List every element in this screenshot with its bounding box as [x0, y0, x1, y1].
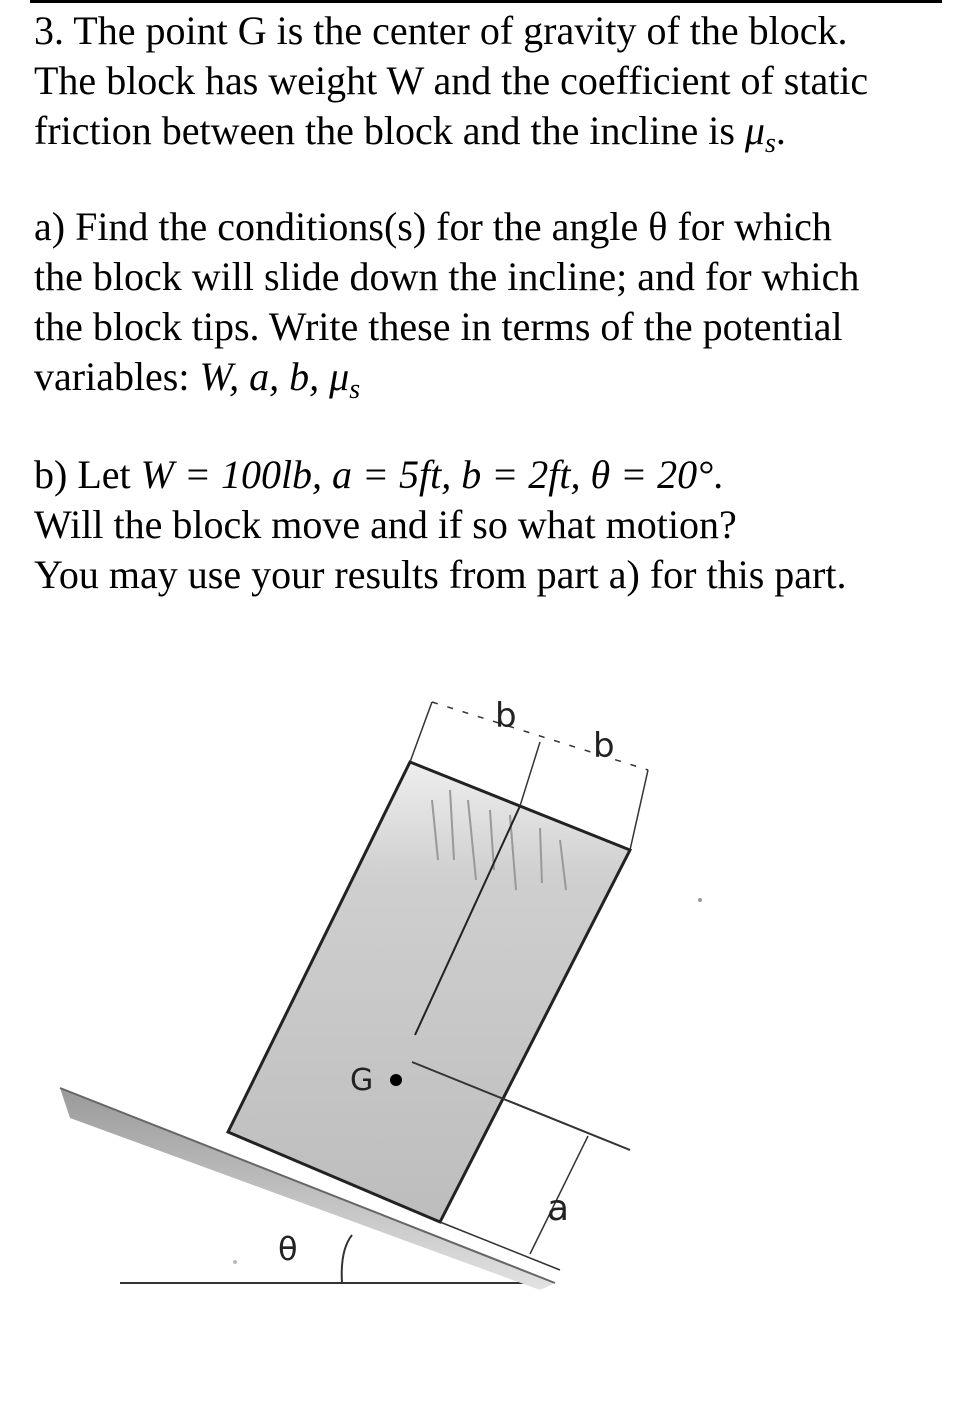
intro-line-1: 3. The point G is the center of gravity of the block.: [34, 8, 848, 53]
intro-period: .: [775, 108, 786, 153]
problem-intro: [34, 6, 934, 161]
part-a-variables: W, a, b, μ: [199, 354, 350, 399]
mu-subscript: s: [764, 128, 776, 159]
part-a: [34, 202, 934, 407]
mu-symbol: μ: [744, 108, 765, 153]
label-b-right: b: [593, 726, 615, 766]
center-of-gravity-point: [390, 1074, 402, 1086]
part-a-line-4: [34, 352, 934, 407]
part-a-variables-label: variables:: [34, 354, 200, 399]
top-rule: [30, 0, 942, 3]
label-b-left: b: [495, 696, 517, 736]
part-a-line-2: the block will slide down the incline; and for which: [34, 254, 860, 299]
part-a-line-1: a) Find the conditions(s) for the angle θ for which: [34, 204, 832, 249]
part-b-let: b) Let: [34, 452, 141, 497]
part-b-values: W = 100lb, a = 5ft, b = 2ft, θ = 20°: [140, 452, 714, 497]
intro-line-3-text: friction between the block and the incline is: [34, 108, 745, 153]
intro-line-2: The block has weight W and the coefficient of static: [34, 58, 869, 103]
part-b-period: .: [713, 452, 724, 497]
part-b: [34, 450, 934, 600]
part-a-line-3: the block tips. Write these in terms of the potential: [34, 304, 843, 349]
dim-b-right-extension: [630, 770, 648, 850]
part-b-line-3: You may use your results from part a) for this part.: [34, 552, 847, 597]
dim-b-center-extension: [520, 742, 540, 806]
speck: [698, 898, 702, 902]
speck: [233, 1260, 237, 1264]
block-on-incline-figure: [40, 650, 940, 1370]
part-b-line-2: Will the block move and if so what motion?: [34, 502, 737, 547]
dim-b-left-extension: [410, 702, 432, 762]
part-b-line-1: [34, 450, 934, 500]
block: [228, 762, 630, 1222]
label-g: G: [350, 1063, 374, 1098]
theta-arc: [342, 1235, 352, 1283]
part-a-mu-subscript: s: [349, 374, 361, 405]
intro-line-3: [34, 106, 934, 161]
label-a: a: [547, 1188, 570, 1229]
label-theta: θ: [278, 1230, 298, 1268]
dim-b-line: [432, 702, 648, 770]
